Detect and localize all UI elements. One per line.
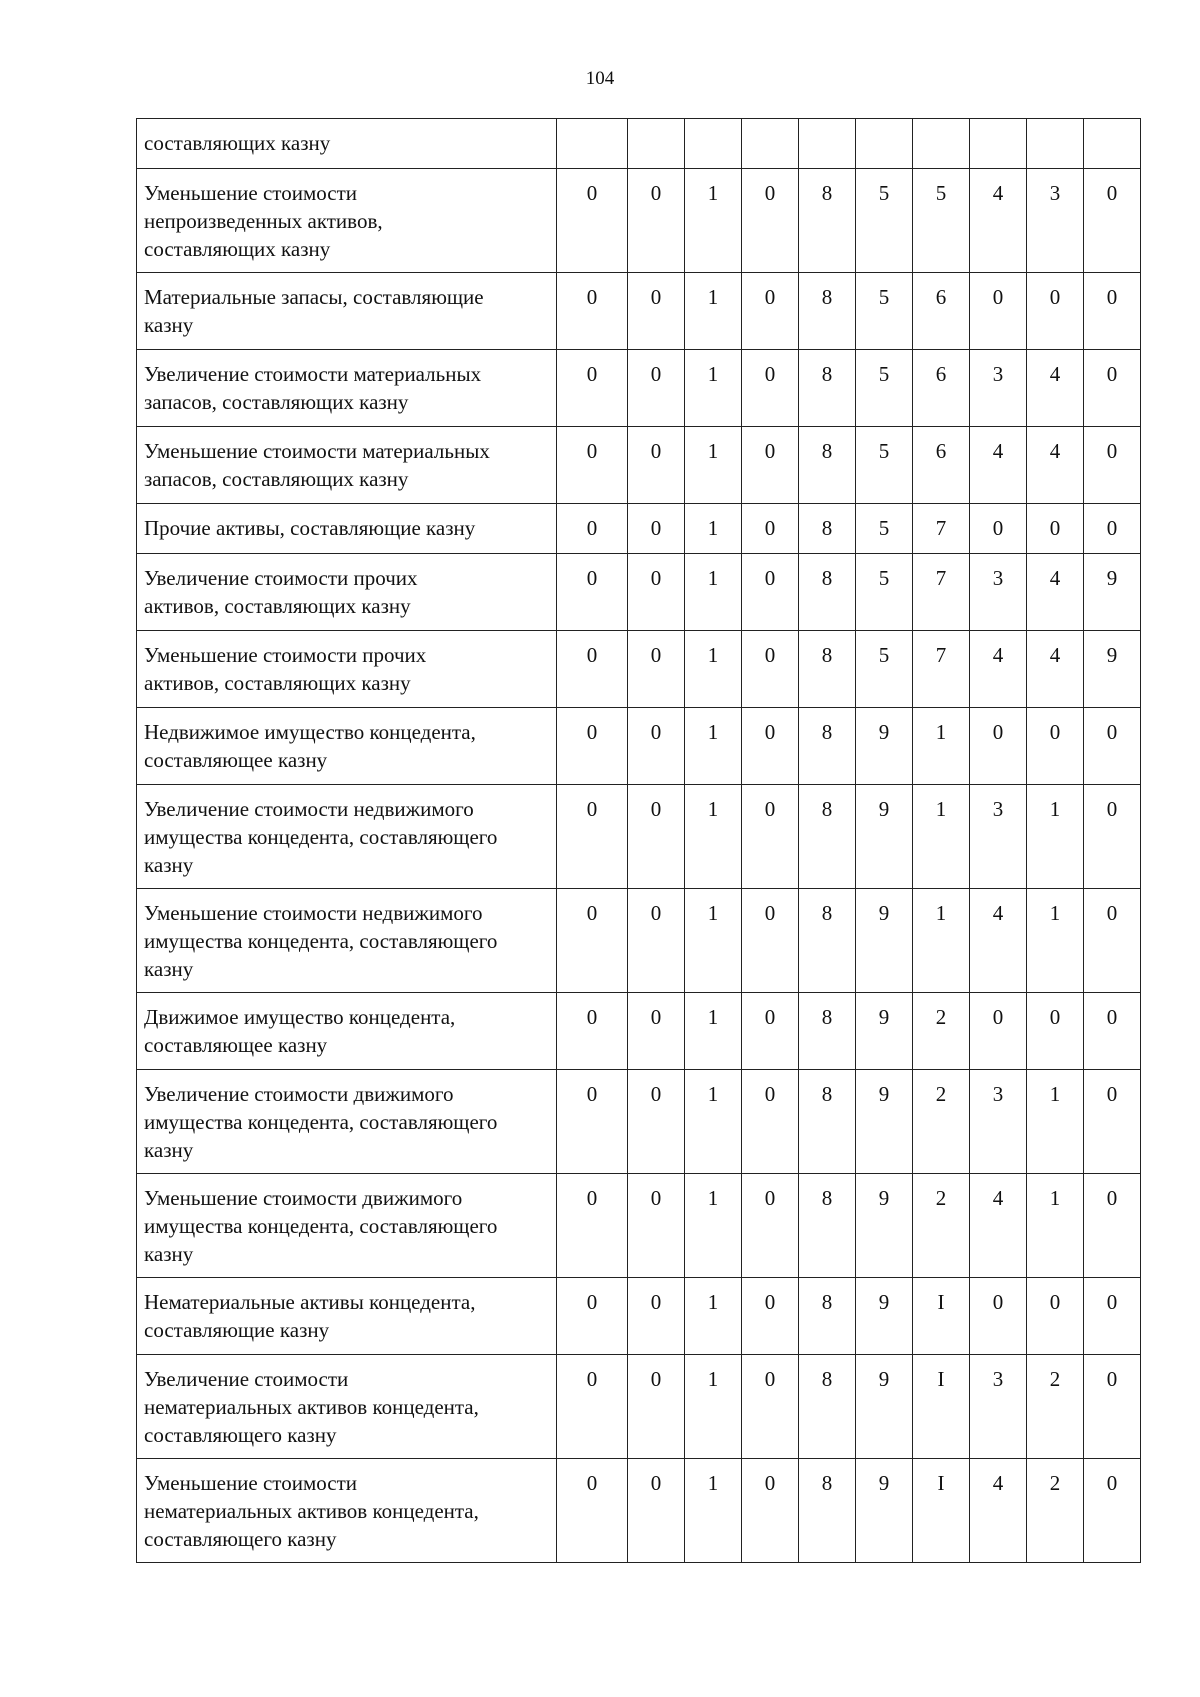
table-body [137,119,1141,1563]
code-digit-cell: 0 [742,708,799,785]
code-digit-cell: 0 [742,554,799,631]
row-label-line: Уменьшение стоимости прочих [144,643,427,667]
code-digit-cell: 9 [856,889,913,993]
code-digit-cell: 0 [1084,504,1141,554]
code-digit-cell [970,119,1027,169]
code-digit-cell: 0 [742,427,799,504]
code-digit-cell: 0 [970,273,1027,350]
code-digit-cell: 0 [1084,1278,1141,1355]
code-digit-cell: 5 [856,631,913,708]
row-label-cell [137,785,557,889]
code-digit-cell: 0 [628,504,685,554]
row-label-line: составляющих казну [144,131,331,155]
row-label-cell [137,554,557,631]
code-digit-cell: 0 [742,273,799,350]
code-digit-cell: 1 [685,785,742,889]
code-digit-cell: 0 [628,631,685,708]
row-label-line: имущества концедента, составляющего [144,1110,498,1134]
code-digit-cell: 1 [685,350,742,427]
table-row [137,631,1141,708]
code-digit-cell: 0 [742,889,799,993]
code-digit-cell: 3 [1027,169,1084,273]
row-label-cell [137,350,557,427]
code-digit-cell: 8 [799,1355,856,1459]
code-digit-cell: 3 [970,785,1027,889]
code-digit-cell: 8 [799,1174,856,1278]
code-digit-cell: 1 [685,708,742,785]
code-digit-cell: 1 [1027,889,1084,993]
code-digit-cell: 0 [970,1278,1027,1355]
code-digit-cell: 0 [557,993,628,1070]
code-digit-cell: 5 [856,427,913,504]
code-digit-cell: 0 [628,1174,685,1278]
code-digit-cell: 1 [685,427,742,504]
code-digit-cell: 8 [799,785,856,889]
code-digit-cell: 0 [1027,273,1084,350]
row-label-line: имущества концедента, составляющего [144,825,498,849]
code-digit-cell: 0 [628,273,685,350]
code-digit-cell: 0 [628,169,685,273]
code-digit-cell: 0 [1027,1278,1084,1355]
code-digit-cell: 1 [685,554,742,631]
code-digit-cell: 7 [913,504,970,554]
code-digit-cell: 3 [970,1355,1027,1459]
row-label-cell [137,1070,557,1174]
code-digit-cell: 0 [742,504,799,554]
row-label-cell [137,427,557,504]
table-row [137,504,1141,554]
row-label-line: составляющее казну [144,748,328,772]
code-digit-cell: 0 [628,1278,685,1355]
table-row [137,993,1141,1070]
row-label-line: нематериальных активов концедента, [144,1395,479,1419]
code-digit-cell: 0 [557,631,628,708]
code-digit-cell: 0 [1027,993,1084,1070]
row-label-line: запасов, составляющих казну [144,467,409,491]
code-digit-cell: 0 [557,273,628,350]
code-digit-cell: 8 [799,993,856,1070]
row-label-line: казну [144,313,194,337]
code-digit-cell: 7 [913,554,970,631]
row-label-cell [137,631,557,708]
table-row [137,169,1141,273]
code-digit-cell: 1 [685,273,742,350]
row-label-line: Увеличение стоимости движимого [144,1082,454,1106]
code-digit-cell: 9 [856,1278,913,1355]
account-codes-table [136,118,1141,1563]
code-digit-cell: 0 [628,785,685,889]
code-digit-cell: 0 [742,1278,799,1355]
code-digit-cell: 0 [970,504,1027,554]
code-digit-cell [913,119,970,169]
code-digit-cell: 0 [1084,169,1141,273]
table-row [137,708,1141,785]
row-label-line: казну [144,957,194,981]
code-digit-cell: 4 [970,1459,1027,1563]
code-digit-cell: 1 [1027,785,1084,889]
code-digit-cell: 9 [856,785,913,889]
row-label-line: Уменьшение стоимости недвижимого [144,901,483,925]
row-label-line: Недвижимое имущество концедента, [144,720,476,744]
code-digit-cell: 9 [856,708,913,785]
code-digit-cell: 8 [799,350,856,427]
code-digit-cell: 6 [913,273,970,350]
code-digit-cell: 0 [742,631,799,708]
code-digit-cell: 4 [1027,554,1084,631]
code-digit-cell: 0 [557,708,628,785]
code-digit-cell: 0 [742,1174,799,1278]
code-digit-cell: 4 [970,889,1027,993]
code-digit-cell: 0 [1084,889,1141,993]
row-label-line: Уменьшение стоимости [144,181,357,205]
row-label-line: активов, составляющих казну [144,671,411,695]
code-digit-cell: 5 [856,169,913,273]
code-digit-cell: 8 [799,427,856,504]
code-digit-cell [856,119,913,169]
row-label-line: Увеличение стоимости материальных [144,362,482,386]
table-row [137,1070,1141,1174]
row-label-line: Увеличение стоимости [144,1367,349,1391]
code-digit-cell: 9 [1084,631,1141,708]
table-row [137,350,1141,427]
code-digit-cell: 1 [1027,1174,1084,1278]
code-digit-cell [557,119,628,169]
code-digit-cell: 3 [970,554,1027,631]
code-digit-cell: 8 [799,631,856,708]
code-digit-cell: 2 [913,993,970,1070]
code-digit-cell: 0 [628,554,685,631]
code-digit-cell: 0 [628,1459,685,1563]
code-digit-cell: 5 [913,169,970,273]
code-digit-cell: 1 [685,169,742,273]
code-digit-cell: 9 [1084,554,1141,631]
code-digit-cell: 0 [742,993,799,1070]
code-digit-cell: 2 [913,1070,970,1174]
code-digit-cell: 0 [557,169,628,273]
code-digit-cell: 0 [1084,427,1141,504]
code-digit-cell: 1 [913,889,970,993]
row-label-line: составляющее казну [144,1033,328,1057]
table-row [137,554,1141,631]
code-digit-cell: 1 [685,1278,742,1355]
code-digit-cell: 0 [557,504,628,554]
code-digit-cell: 0 [557,1355,628,1459]
code-digit-cell: 5 [856,554,913,631]
code-digit-cell: 0 [557,427,628,504]
row-label-line: казну [144,1138,194,1162]
code-digit-cell: 0 [628,350,685,427]
code-digit-cell: 0 [742,169,799,273]
code-digit-cell: I [913,1278,970,1355]
code-digit-cell: 0 [1084,708,1141,785]
code-digit-cell: 0 [1027,504,1084,554]
code-digit-cell [799,119,856,169]
row-label-line: нематериальных активов концедента, [144,1499,479,1523]
code-digit-cell: 3 [970,350,1027,427]
code-digit-cell: 0 [557,554,628,631]
code-digit-cell: 6 [913,427,970,504]
row-label-cell [137,708,557,785]
row-label-cell [137,273,557,350]
code-digit-cell: 0 [1084,1174,1141,1278]
row-label-line: запасов, составляющих казну [144,390,409,414]
table-row [137,427,1141,504]
code-digit-cell: 1 [913,785,970,889]
code-digit-cell: 4 [970,1174,1027,1278]
code-digit-cell: 1 [685,1070,742,1174]
code-digit-cell: 0 [557,350,628,427]
code-digit-cell: 9 [856,1355,913,1459]
code-digit-cell: 1 [685,993,742,1070]
code-digit-cell: 0 [742,785,799,889]
page-number: 104 [585,68,615,89]
code-digit-cell: 5 [856,273,913,350]
row-label-cell [137,889,557,993]
code-digit-cell: 0 [557,1070,628,1174]
table-row [137,1174,1141,1278]
code-digit-cell: 1 [685,504,742,554]
row-label-line: Уменьшение стоимости движимого [144,1186,463,1210]
row-label-line: Материальные запасы, составляющие [144,285,484,309]
code-digit-cell: 1 [685,1355,742,1459]
code-digit-cell: 8 [799,1459,856,1563]
code-digit-cell [685,119,742,169]
code-digit-cell: 4 [970,169,1027,273]
code-digit-cell: 1 [685,1174,742,1278]
code-digit-cell: 9 [856,1174,913,1278]
code-digit-cell: 4 [1027,350,1084,427]
code-digit-cell: 4 [1027,631,1084,708]
row-label-line: Уменьшение стоимости [144,1471,357,1495]
row-label-cell [137,504,557,554]
code-digit-cell: 3 [970,1070,1027,1174]
row-label-line: казну [144,1242,194,1266]
row-label-line: составляющего казну [144,1527,337,1551]
code-digit-cell: 9 [856,1070,913,1174]
code-digit-cell: 2 [913,1174,970,1278]
code-digit-cell: 2 [1027,1355,1084,1459]
row-label-line: имущества концедента, составляющего [144,929,498,953]
code-digit-cell: 1 [685,889,742,993]
code-digit-cell: I [913,1355,970,1459]
code-digit-cell: 4 [970,427,1027,504]
row-label-line: казну [144,853,194,877]
row-label-line: составляющие казну [144,1318,330,1342]
row-label-line: Движимое имущество концедента, [144,1005,456,1029]
code-digit-cell: 0 [742,1355,799,1459]
code-digit-cell: 0 [970,993,1027,1070]
row-label-cell [137,1459,557,1563]
code-digit-cell: 0 [557,1174,628,1278]
row-label-line: активов, составляющих казну [144,594,411,618]
code-digit-cell: 8 [799,554,856,631]
code-digit-cell: 0 [1084,350,1141,427]
table-row [137,1278,1141,1355]
code-digit-cell: 2 [1027,1459,1084,1563]
code-digit-cell [1027,119,1084,169]
code-digit-cell: 0 [557,889,628,993]
code-digit-cell: 0 [742,1070,799,1174]
code-digit-cell: 0 [628,427,685,504]
code-digit-cell: 1 [913,708,970,785]
table-row [137,273,1141,350]
row-label-line: Уменьшение стоимости материальных [144,439,490,463]
code-digit-cell: 0 [970,708,1027,785]
code-digit-cell: 9 [856,1459,913,1563]
code-digit-cell: 8 [799,1278,856,1355]
code-digit-cell: 0 [1084,1355,1141,1459]
code-digit-cell: 5 [856,350,913,427]
code-digit-cell: 0 [742,350,799,427]
table-row [137,1355,1141,1459]
code-digit-cell [628,119,685,169]
code-digit-cell: 0 [557,785,628,889]
table-row [137,889,1141,993]
code-digit-cell: 8 [799,1070,856,1174]
code-digit-cell: 9 [856,993,913,1070]
code-digit-cell: 8 [799,504,856,554]
code-digit-cell: 4 [1027,427,1084,504]
code-digit-cell: 0 [628,708,685,785]
row-label-line: Увеличение стоимости прочих [144,566,418,590]
row-label-cell [137,1174,557,1278]
code-digit-cell: 0 [1084,1459,1141,1563]
code-digit-cell: 0 [1084,273,1141,350]
code-digit-cell [1084,119,1141,169]
row-label-line: Прочие активы, составляющие казну [144,516,476,540]
code-digit-cell: 0 [1084,785,1141,889]
code-digit-cell: 0 [628,1355,685,1459]
code-digit-cell: 1 [1027,1070,1084,1174]
code-digit-cell: I [913,1459,970,1563]
row-label-line: непроизведенных активов, [144,209,383,233]
row-label-line: составляющего казну [144,1423,337,1447]
row-label-cell [137,993,557,1070]
code-digit-cell: 8 [799,889,856,993]
code-digit-cell: 0 [1084,1070,1141,1174]
code-digit-cell: 8 [799,169,856,273]
row-label-line: имущества концедента, составляющего [144,1214,498,1238]
code-digit-cell: 0 [1084,993,1141,1070]
code-digit-cell: 0 [557,1459,628,1563]
code-digit-cell [742,119,799,169]
row-label-line: составляющих казну [144,237,331,261]
table-row [137,119,1141,169]
code-digit-cell: 8 [799,273,856,350]
row-label-cell [137,1355,557,1459]
code-digit-cell: 8 [799,708,856,785]
code-digit-cell: 0 [1027,708,1084,785]
code-digit-cell: 0 [628,1070,685,1174]
code-digit-cell: 6 [913,350,970,427]
code-digit-cell: 0 [628,993,685,1070]
code-digit-cell: 0 [628,889,685,993]
code-digit-cell: 7 [913,631,970,708]
code-digit-cell: 5 [856,504,913,554]
table-row [137,1459,1141,1563]
row-label-cell [137,119,557,169]
row-label-line: Увеличение стоимости недвижимого [144,797,474,821]
code-digit-cell: 1 [685,1459,742,1563]
code-digit-cell: 0 [557,1278,628,1355]
table-row [137,785,1141,889]
code-digit-cell: 4 [970,631,1027,708]
code-digit-cell: 0 [742,1459,799,1563]
row-label-cell [137,1278,557,1355]
row-label-cell [137,169,557,273]
row-label-line: Нематериальные активы концедента, [144,1290,476,1314]
code-digit-cell: 1 [685,631,742,708]
